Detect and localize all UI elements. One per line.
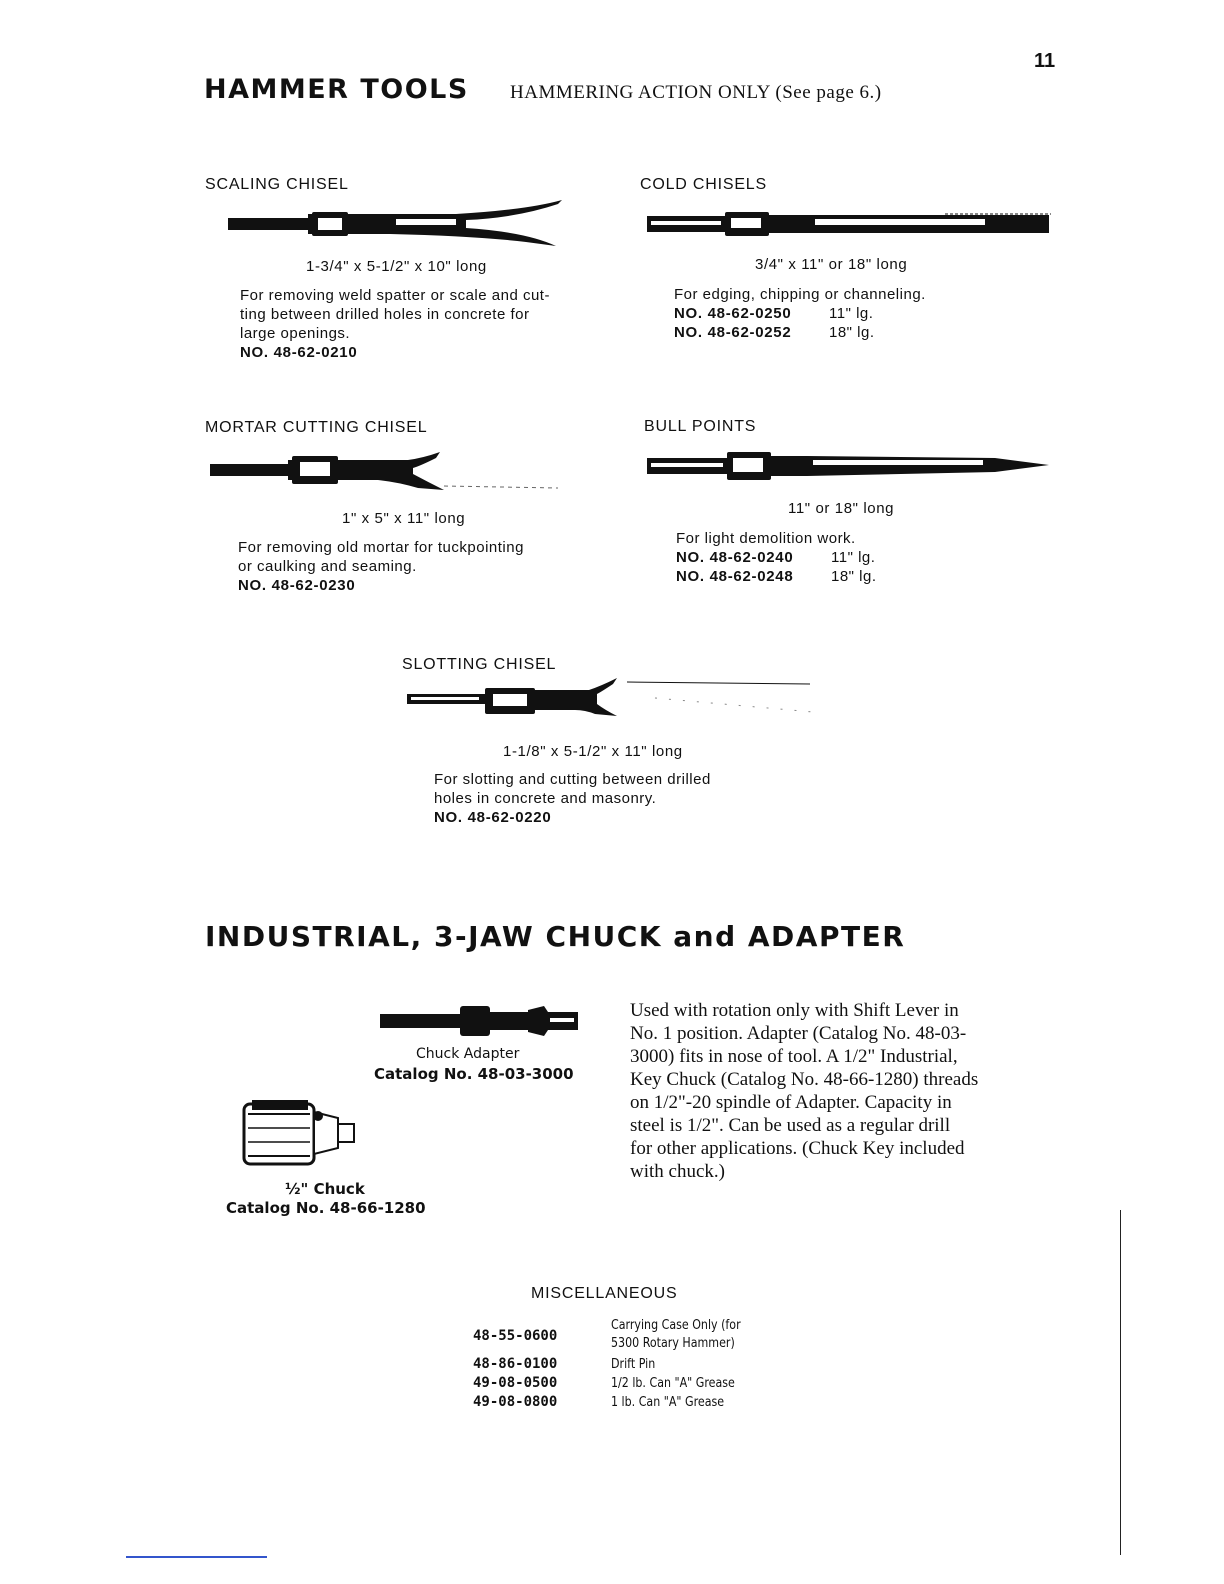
misc-desc-line: 1/2 lb. Can "A" Grease bbox=[611, 1375, 735, 1391]
slotting-chisel-description bbox=[434, 770, 711, 827]
catalog-number: NO. 48-62-0248 bbox=[676, 568, 794, 585]
page-number: 11 bbox=[1034, 50, 1056, 72]
miscellaneous-title: MISCELLANEOUS bbox=[531, 1285, 678, 1302]
bull-points-description bbox=[676, 529, 877, 586]
slotting-chisel-image bbox=[405, 676, 820, 722]
body-line: No. 1 position. Adapter (Catalog No. 48-03- bbox=[630, 1023, 967, 1044]
catalog-row bbox=[674, 304, 926, 323]
footer-rule bbox=[126, 1556, 267, 1558]
misc-code: 49-08-0500 bbox=[473, 1375, 558, 1391]
misc-desc-line: 1 lb. Can "A" Grease bbox=[611, 1394, 725, 1410]
length: 18" lg. bbox=[831, 568, 877, 585]
desc-line: For edging, chipping or channeling. bbox=[674, 286, 926, 303]
bull-points-label: BULL POINTS bbox=[644, 418, 757, 435]
body-line: 3000) fits in nose of tool. A 1/2" Industrial, bbox=[630, 1046, 958, 1067]
body-line: Used with rotation only with Shift Lever in bbox=[630, 1000, 959, 1021]
desc-line: For removing weld spatter or scale and cut- bbox=[240, 287, 550, 304]
body-line: on 1/2"-20 spindle of Adapter. Capacity in bbox=[630, 1092, 952, 1113]
chuck-adapter-image bbox=[378, 1002, 580, 1040]
slotting-chisel-dimensions: 1-1/8" x 5-1/2" x 11" long bbox=[503, 743, 683, 760]
desc-line: holes in concrete and masonry. bbox=[434, 790, 657, 807]
length: 11" lg. bbox=[829, 305, 874, 322]
misc-desc-line: 5300 Rotary Hammer) bbox=[611, 1335, 735, 1351]
misc-description bbox=[611, 1355, 655, 1373]
chuck-adapter-catalog: Catalog No. 48-03-3000 bbox=[374, 1065, 574, 1083]
mortar-cutting-chisel-dimensions: 1" x 5" x 11" long bbox=[342, 510, 466, 527]
desc-line: For slotting and cutting between drilled bbox=[434, 771, 711, 788]
catalog-row bbox=[676, 567, 877, 586]
section-title-hammer-tools: HAMMER TOOLS bbox=[204, 74, 469, 105]
catalog-number: NO. 48-62-0220 bbox=[434, 809, 552, 826]
chuck-catalog: Catalog No. 48-66-1280 bbox=[226, 1199, 426, 1217]
length: 11" lg. bbox=[831, 549, 876, 566]
scaling-chisel-image bbox=[226, 198, 566, 250]
section-title-chuck-adapter: INDUSTRIAL, 3-JAW CHUCK and ADAPTER bbox=[205, 920, 906, 953]
misc-description bbox=[611, 1316, 741, 1352]
section-subtitle: HAMMERING ACTION ONLY (See page 6.) bbox=[510, 82, 882, 103]
scaling-chisel-dimensions: 1-3/4" x 5-1/2" x 10" long bbox=[306, 258, 487, 275]
length: 18" lg. bbox=[829, 324, 875, 341]
bull-points-dimensions: 11" or 18" long bbox=[788, 500, 895, 517]
scan-edge-line bbox=[1120, 1210, 1121, 1555]
scaling-chisel-description bbox=[240, 286, 550, 362]
cold-chisels-dimensions: 3/4" x 11" or 18" long bbox=[755, 256, 908, 273]
bull-point-image bbox=[645, 448, 1055, 488]
chuck-section-body bbox=[630, 999, 978, 1183]
desc-line: ting between drilled holes in concrete for bbox=[240, 306, 530, 323]
chuck-image bbox=[242, 1096, 362, 1170]
desc-line: For removing old mortar for tuckpointing bbox=[238, 539, 524, 556]
catalog-number: NO. 48-62-0230 bbox=[238, 577, 356, 594]
body-line: with chuck.) bbox=[630, 1161, 725, 1182]
cold-chisels-label: COLD CHISELS bbox=[640, 176, 767, 193]
cold-chisels-description bbox=[674, 285, 926, 342]
desc-line: For light demolition work. bbox=[676, 530, 856, 547]
mortar-cutting-chisel-label: MORTAR CUTTING CHISEL bbox=[205, 419, 428, 436]
catalog-row bbox=[674, 323, 926, 342]
scaling-chisel-label: SCALING CHISEL bbox=[205, 176, 349, 193]
body-line: for other applications. (Chuck Key included bbox=[630, 1138, 965, 1159]
misc-code: 48-86-0100 bbox=[473, 1356, 558, 1372]
mortar-cutting-chisel-description bbox=[238, 538, 524, 595]
desc-line: large openings. bbox=[240, 325, 351, 342]
desc-line: or caulking and seaming. bbox=[238, 558, 417, 575]
catalog-row bbox=[676, 548, 877, 567]
catalog-number: NO. 48-62-0240 bbox=[676, 549, 794, 566]
misc-code: 49-08-0800 bbox=[473, 1394, 558, 1410]
body-line: steel is 1/2". Can be used as a regular drill bbox=[630, 1115, 951, 1136]
misc-desc-line: Drift Pin bbox=[611, 1356, 656, 1372]
catalog-number: NO. 48-62-0250 bbox=[674, 305, 792, 322]
misc-description bbox=[611, 1374, 735, 1392]
chuck-adapter-caption: Chuck Adapter bbox=[416, 1046, 520, 1062]
chuck-caption: ½" Chuck bbox=[285, 1180, 365, 1198]
slotting-chisel-label: SLOTTING CHISEL bbox=[402, 656, 557, 673]
catalog-number: NO. 48-62-0252 bbox=[674, 324, 792, 341]
misc-description bbox=[611, 1393, 724, 1411]
misc-code: 48-55-0600 bbox=[473, 1328, 558, 1344]
misc-desc-line: Carrying Case Only (for bbox=[611, 1317, 741, 1333]
body-line: Key Chuck (Catalog No. 48-66-1280) threads bbox=[630, 1069, 979, 1090]
catalog-number: NO. 48-62-0210 bbox=[240, 344, 358, 361]
cold-chisel-image bbox=[645, 206, 1055, 242]
mortar-cutting-chisel-image bbox=[208, 448, 568, 496]
